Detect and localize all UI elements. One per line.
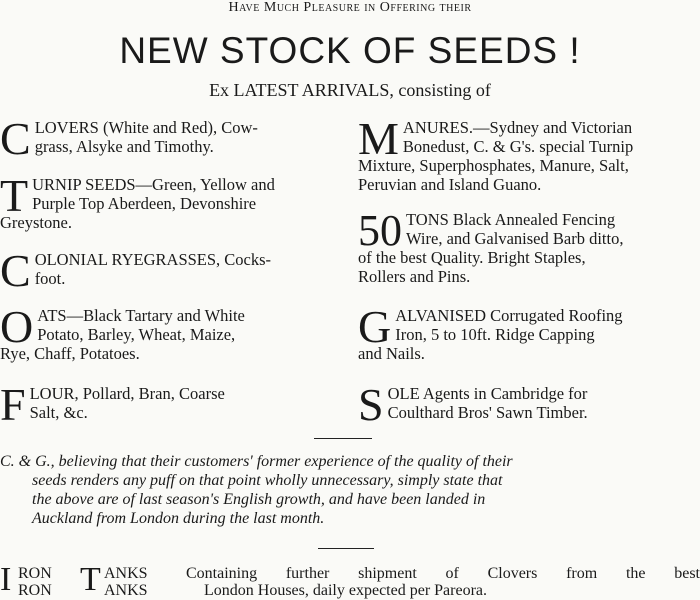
- ad-line: OLE Agents in Cambridge for: [387, 384, 588, 403]
- header-line: Have Much Pleasure in Offering their: [228, 0, 472, 15]
- ad-line: of the best Quality. Bright Staples,: [358, 248, 586, 267]
- tanks-text: [186, 565, 700, 599]
- drop-cap: 50: [358, 206, 402, 255]
- ad-item-sole-agents: [358, 379, 700, 430]
- heading-line: ANKS: [104, 565, 148, 582]
- drop-cap: I: [0, 561, 12, 598]
- iron-heading: [0, 561, 80, 599]
- ad-item-flour: [0, 379, 342, 430]
- text-line: Containing further shipment of Clovers from the best: [186, 565, 700, 582]
- ad-line: foot.: [34, 269, 66, 288]
- ad-line: ALVANISED Corrugated Roofing: [395, 306, 623, 325]
- ad-line: Peruvian and Island Guano.: [358, 175, 542, 194]
- ad-line: TONS Black Annealed Fencing: [406, 210, 616, 229]
- ad-line: Greystone.: [0, 213, 72, 232]
- drop-cap: O: [0, 301, 34, 352]
- ad-line: Mixture, Superphosphates, Manure, Salt,: [358, 156, 629, 175]
- ad-item-oats: [0, 301, 342, 363]
- ad-item-galvanised: [358, 301, 700, 363]
- ad-line: grass, Alsyke and Timothy.: [34, 137, 214, 156]
- ad-line: OLONIAL RYEGRASSES, Cocks-: [34, 250, 272, 269]
- tanks-heading: [80, 561, 180, 599]
- ad-line: LOUR, Pollard, Bran, Coarse: [29, 384, 225, 403]
- note-line: C. & G., believing that their customers' former experience of the quality of their: [0, 453, 513, 470]
- drop-cap: M: [358, 113, 399, 164]
- heading-line: ANKS: [104, 582, 148, 599]
- note-line: seeds renders any puff on that point wholly unnecessary, simply state that: [32, 472, 503, 489]
- ad-line: Iron, 5 to 10ft. Ridge Capping: [395, 325, 595, 344]
- drop-cap: T: [0, 170, 29, 221]
- ad-line: LOVERS (White and Red), Cow-: [34, 118, 258, 137]
- ad-line: Purple Top Aberdeen, Devonshire: [32, 194, 257, 213]
- note-line: the above are of last season's English growth, and have been landed in: [32, 491, 486, 508]
- ad-line: and Nails.: [358, 344, 425, 363]
- drop-cap: C: [0, 113, 31, 164]
- ad-line: Potato, Barley, Wheat, Maize,: [37, 325, 236, 344]
- ad-line: Rollers and Pins.: [358, 267, 471, 286]
- ad-item-manures: [358, 113, 700, 194]
- ad-line: ATS—Black Tartary and White: [37, 306, 245, 325]
- drop-cap: G: [358, 301, 392, 352]
- text-line: London Houses, daily expected per Pareora.: [204, 582, 488, 599]
- ad-line: Rye, Chaff, Potatoes.: [0, 344, 140, 363]
- note-line: Auckland from London during the last month.: [32, 510, 325, 527]
- ad-item-fencing-wire: [358, 206, 700, 286]
- ad-item-ryegrass: [0, 245, 342, 296]
- ad-item-turnip: [0, 170, 342, 232]
- ad-line: URNIP SEEDS—Green, Yellow and: [32, 175, 275, 194]
- heading-line: RON: [18, 565, 52, 582]
- heading-line: RON: [18, 582, 52, 599]
- subtitle: Ex LATEST ARRIVALS, consisting of: [209, 80, 491, 100]
- ad-line: Salt, &c.: [29, 403, 88, 422]
- drop-cap: T: [80, 561, 101, 598]
- drop-cap: C: [0, 245, 31, 296]
- italic-note: [0, 452, 700, 528]
- ad-line: ANURES.—Sydney and Victorian: [402, 118, 633, 137]
- divider-rule: [314, 438, 372, 439]
- ad-line: Bonedust, C. & G's. special Turnip: [402, 137, 634, 156]
- page-title: NEW STOCK OF SEEDS !: [119, 30, 581, 71]
- ad-line: Wire, and Galvanised Barb ditto,: [406, 229, 624, 248]
- divider-rule: [318, 548, 374, 549]
- drop-cap: S: [358, 379, 384, 430]
- ad-line: Coulthard Bros' Sawn Timber.: [387, 403, 588, 422]
- ad-item-clovers: [0, 113, 342, 164]
- drop-cap: F: [0, 379, 26, 430]
